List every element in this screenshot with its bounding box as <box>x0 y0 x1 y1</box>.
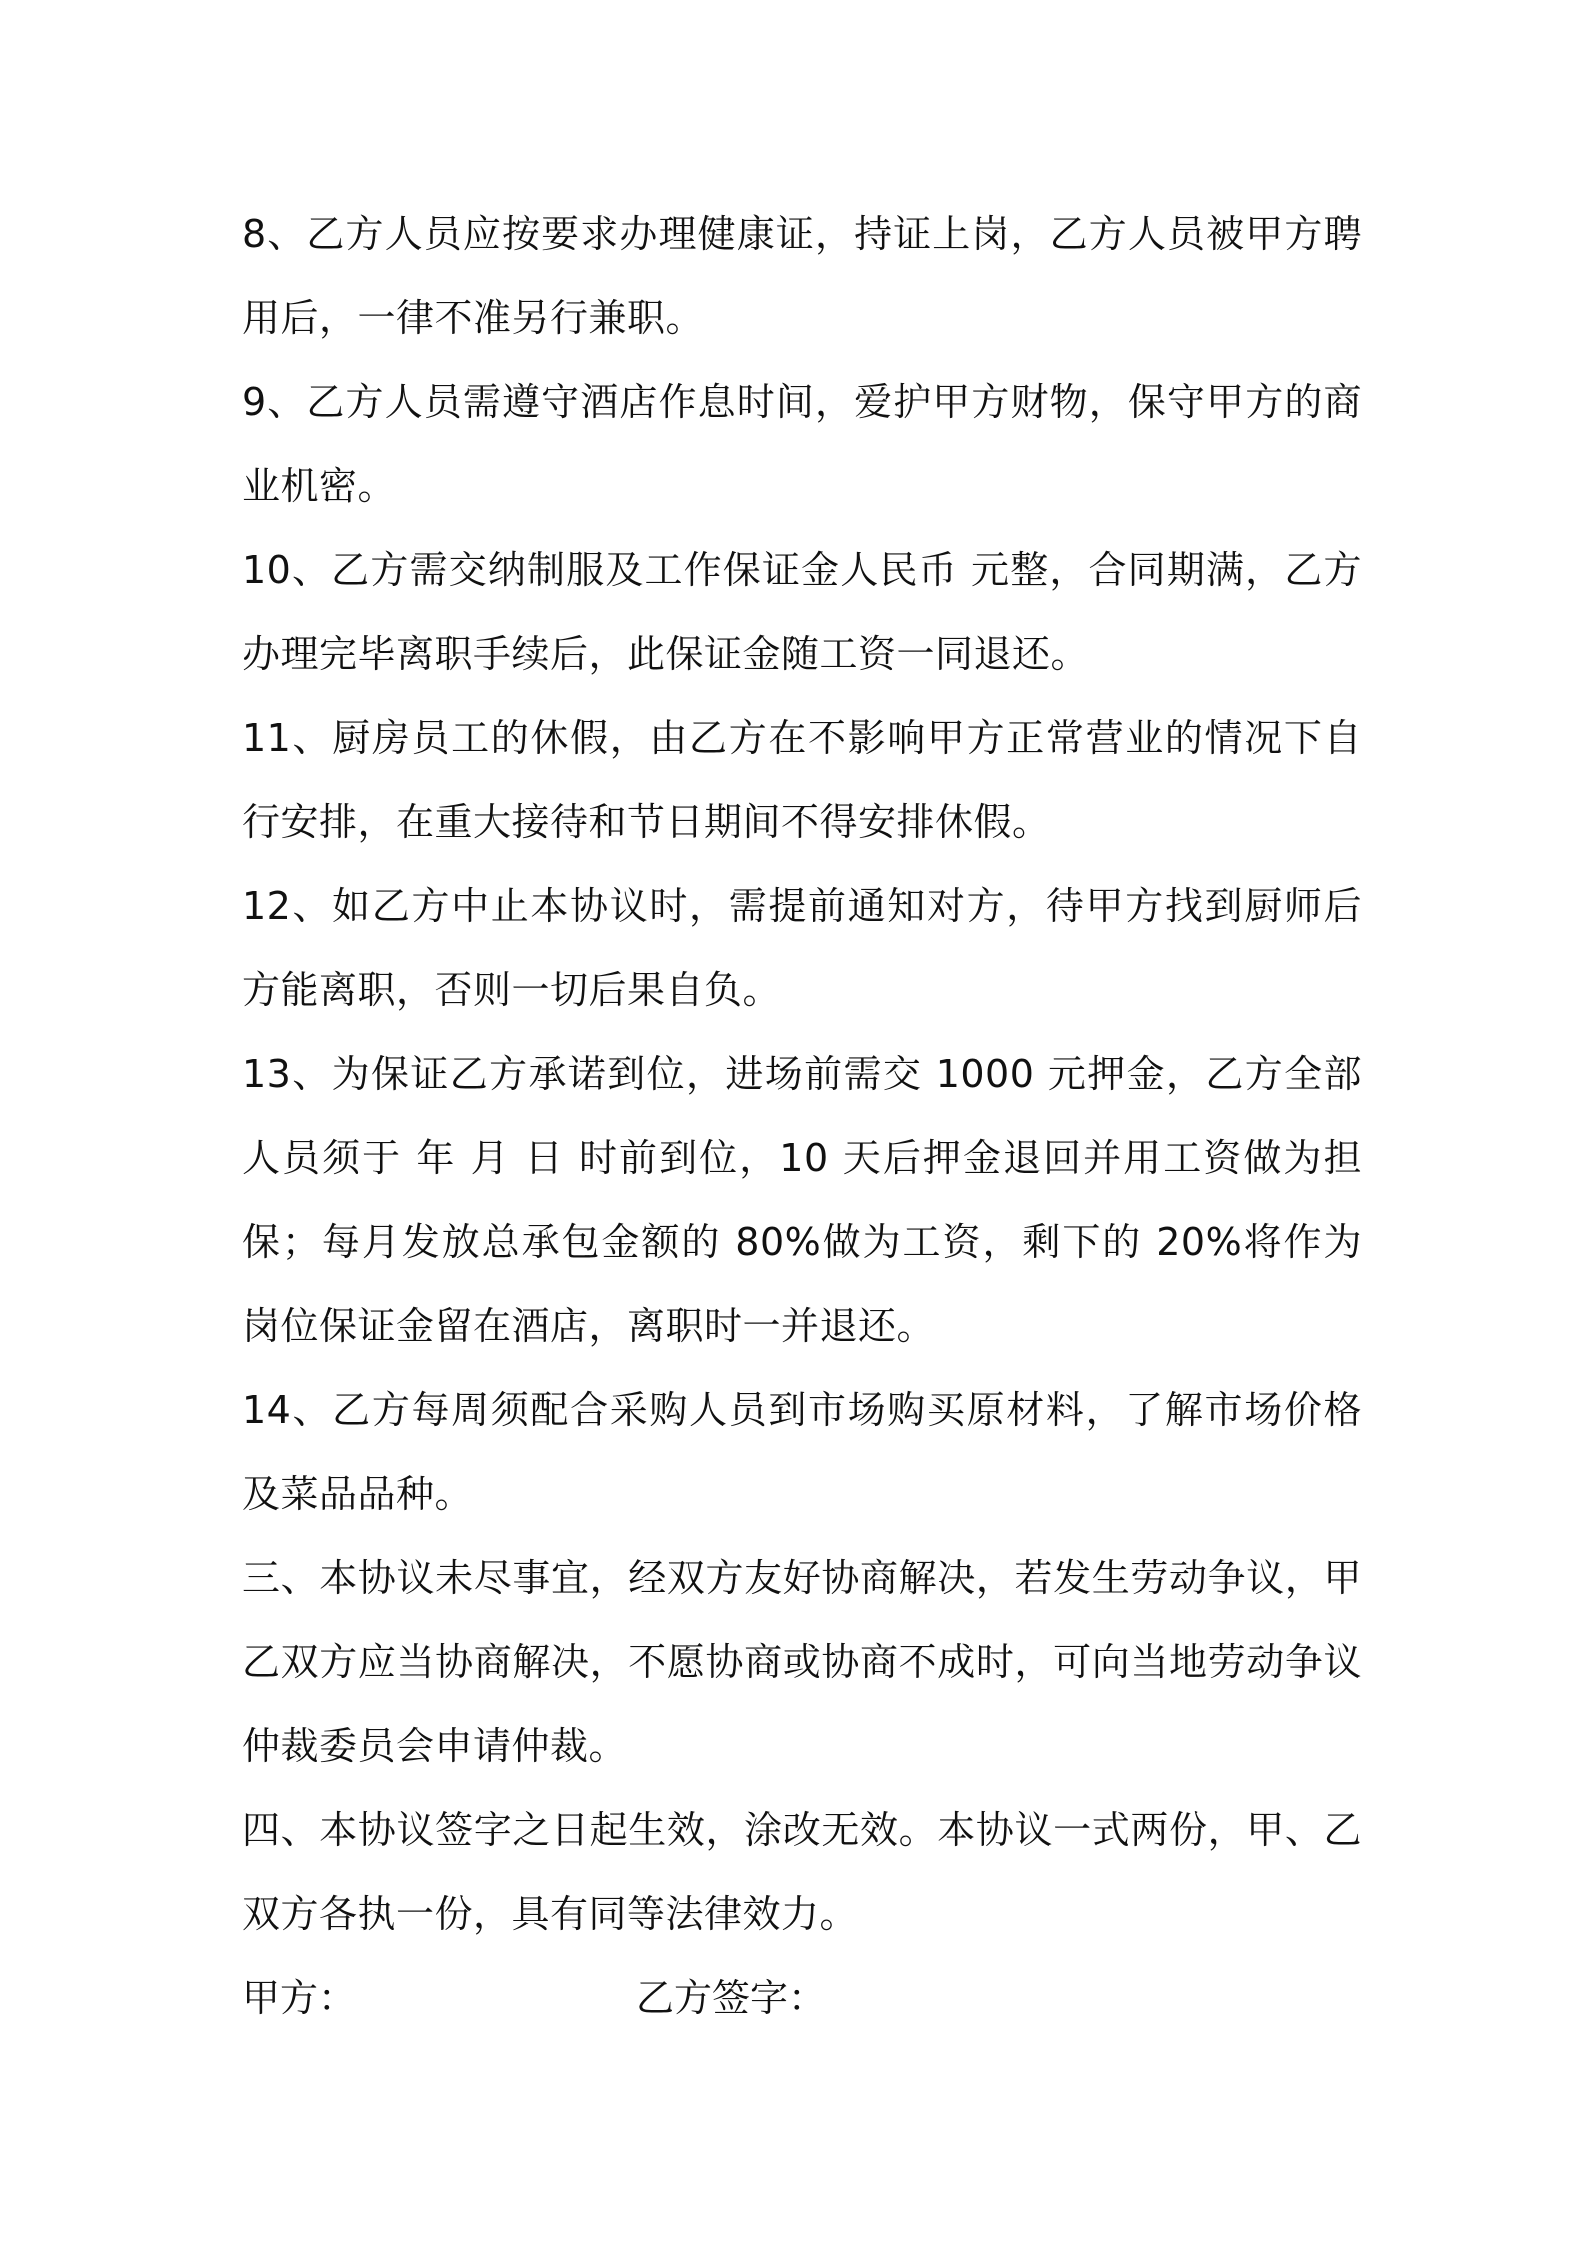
clause-13: 13、为保证乙方承诺到位，进场前需交 1000 元押金，乙方全部人员须于 年 月 日 时前到位，10 天后押金退回并用工资做为担保；每月发放总承包金额的 80%做为工资，剩下的 20%将作为岗位保证金留在酒店，离职时一并退还。 <box>242 1052 1362 1348</box>
clause-14: 14、乙方每周须配合采购人员到市场购买原材料，了解市场价格及菜品品种。 <box>242 1388 1362 1516</box>
clause-11: 11、厨房员工的休假，由乙方在不影响甲方正常营业的情况下自行安排，在重大接待和节日期间不得安排休假。 <box>242 716 1362 844</box>
clause-10: 10、乙方需交纳制服及工作保证金人民币 元整，合同期满，乙方办理完毕离职手续后，此保证金随工资一同退还。 <box>242 548 1362 676</box>
signature-line <box>242 1956 1362 2040</box>
clause-8: 8、乙方人员应按要求办理健康证，持证上岗，乙方人员被甲方聘用后，一律不准另行兼职。 <box>242 212 1362 340</box>
party-b-signature-label: 乙方签字： <box>636 1976 827 2020</box>
document-content <box>242 192 1362 2040</box>
party-a-label: 甲方： <box>242 1976 357 2020</box>
section-three: 三、本协议未尽事宜，经双方友好协商解决，若发生劳动争议，甲乙双方应当协商解决，不愿协商或协商不成时，可向当地劳动争议仲裁委员会申请仲裁。 <box>242 1556 1362 1768</box>
clause-9: 9、乙方人员需遵守酒店作息时间，爱护甲方财物，保守甲方的商业机密。 <box>242 380 1362 508</box>
clause-12: 12、如乙方中止本协议时，需提前通知对方，待甲方找到厨师后方能离职，否则一切后果自负。 <box>242 884 1362 1012</box>
section-four: 四、本协议签字之日起生效，涂改无效。本协议一式两份，甲、乙双方各执一份，具有同等法律效力。 <box>242 1808 1362 1936</box>
